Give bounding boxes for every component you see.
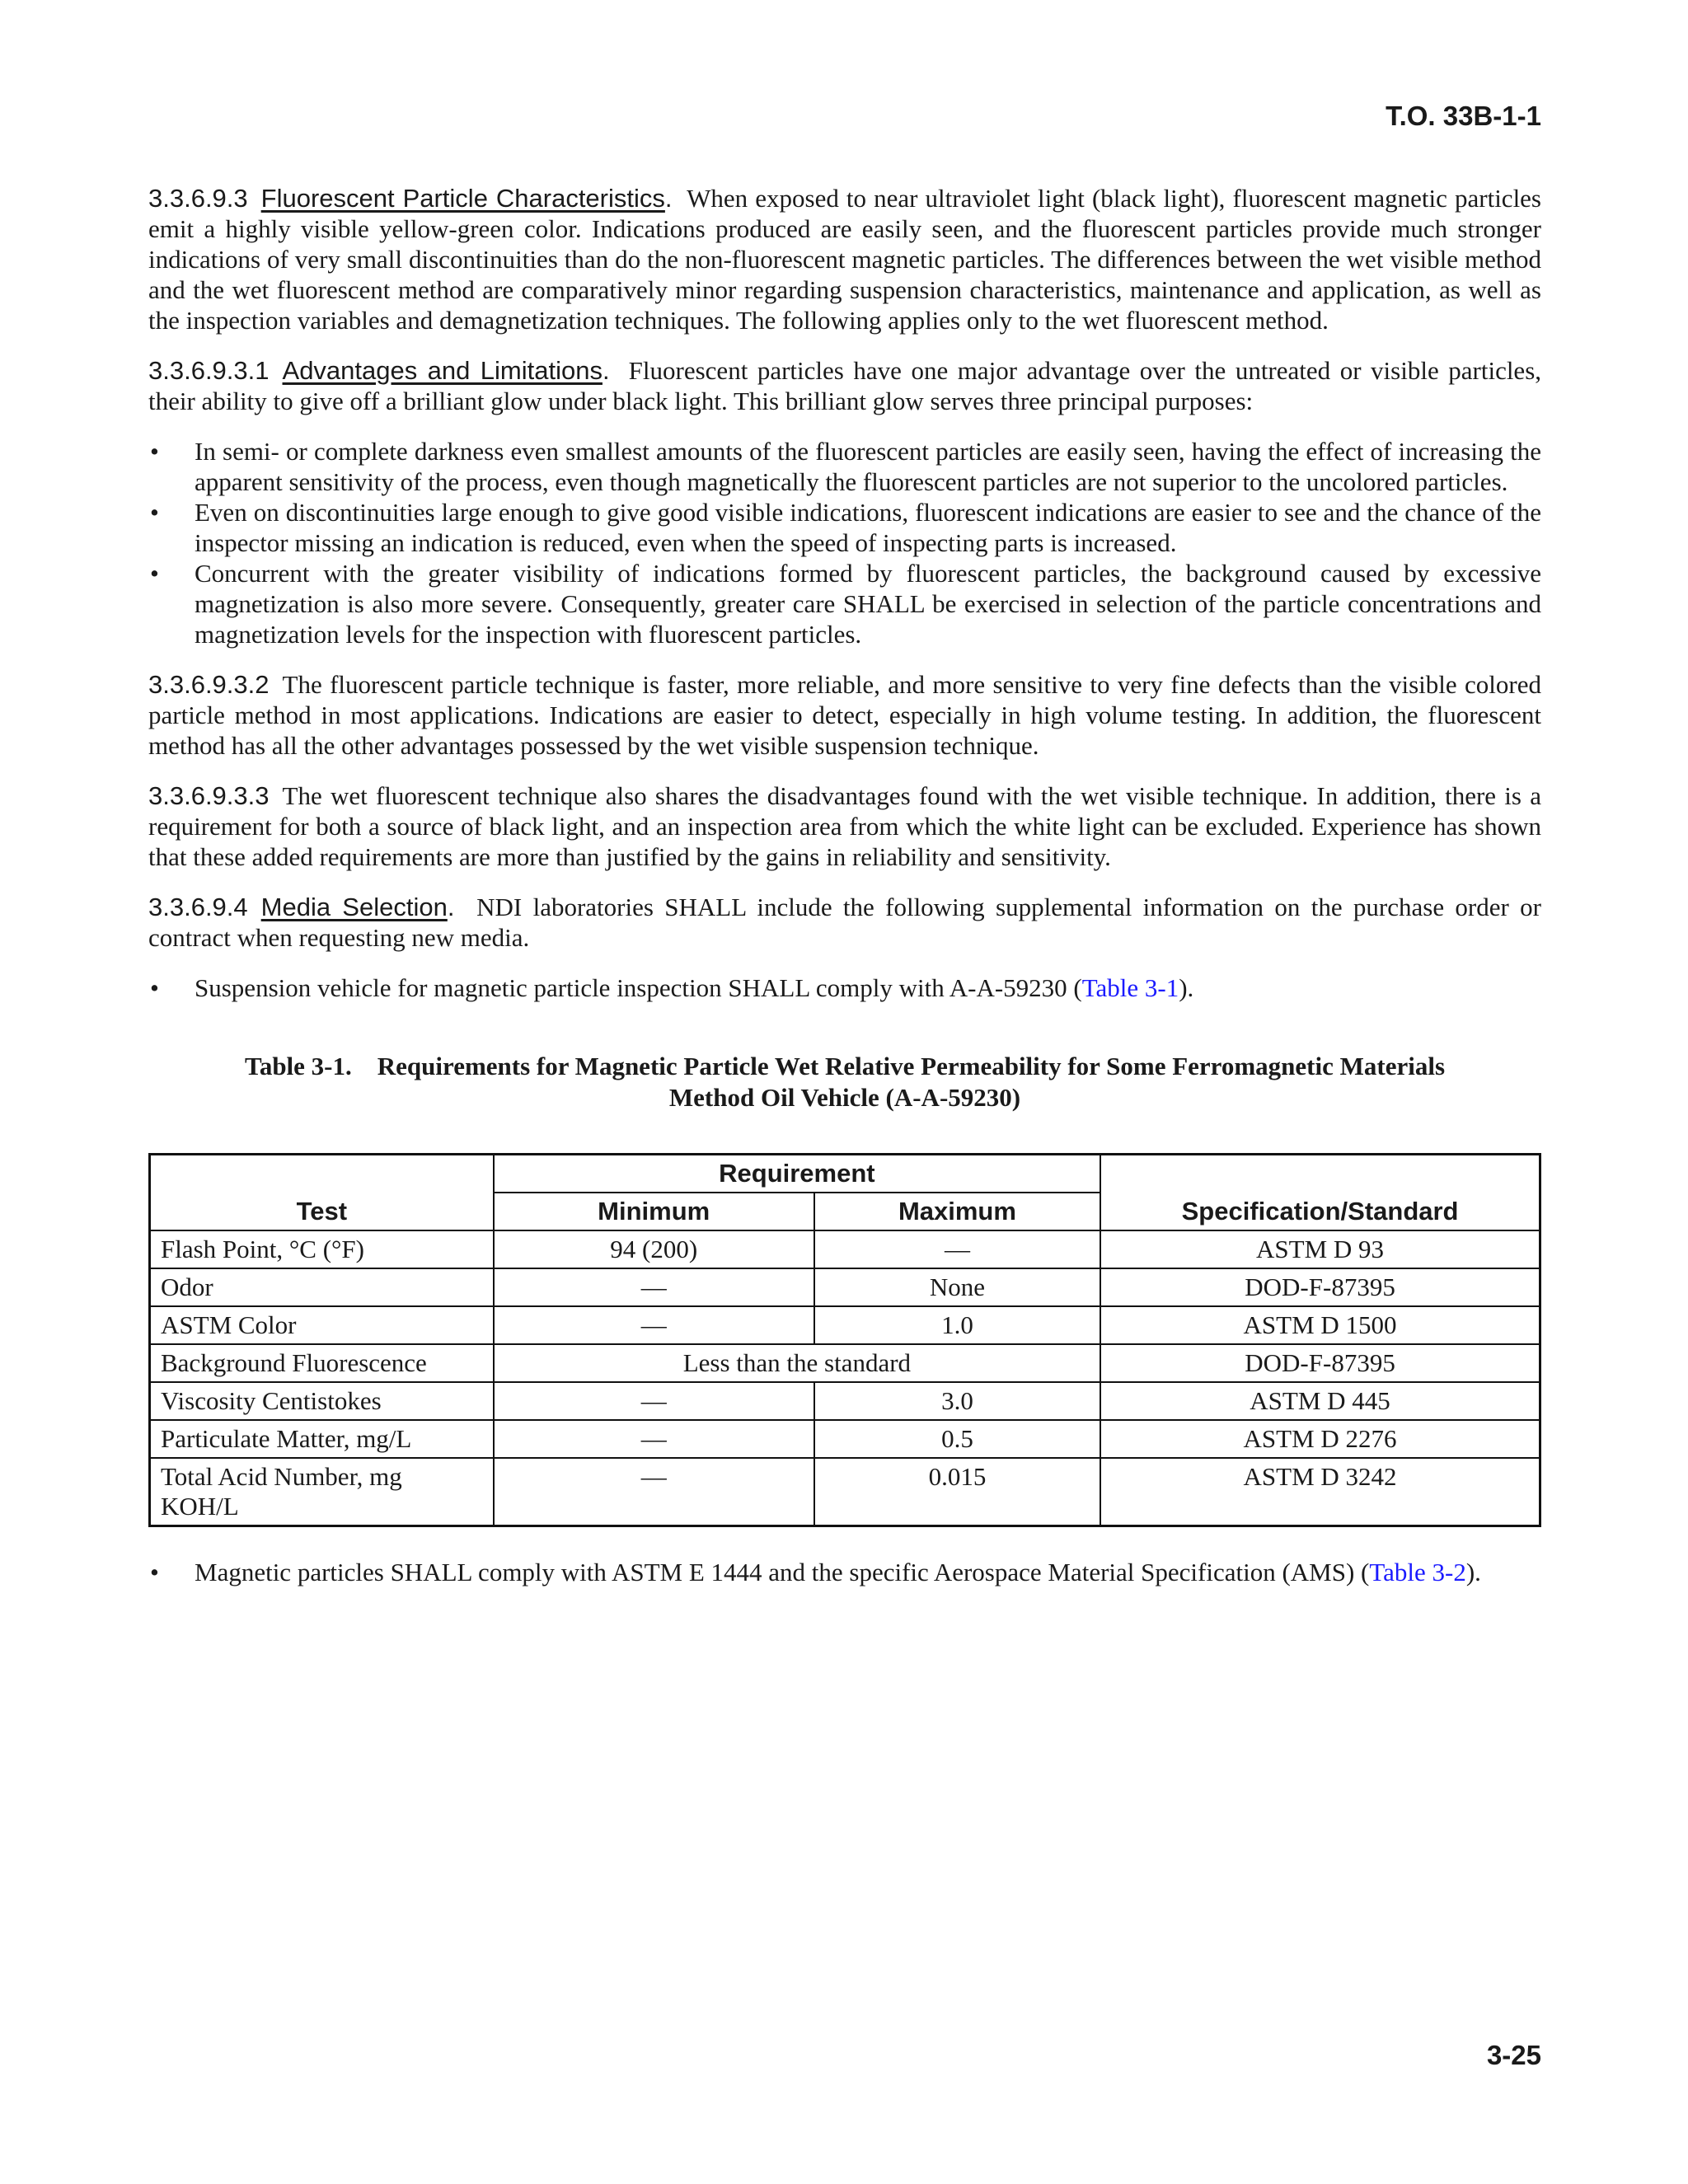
particles-list [148,1557,1541,1587]
table-row [150,1420,1540,1458]
cell-test: Viscosity Centistokes [150,1382,494,1420]
cell-min: — [494,1306,814,1344]
section-number: 3.3.6.9.3.2 [148,670,270,699]
section-3-3-6-9-3-1: 3.3.6.9.3.1 Advantages and Limitations. Fluorescent particles have one major advantage over the untreated or visible particles, their ability to give off a brilliant glow under black light. This brilliant glow serves three principal purposes: [148,356,1542,415]
cell-spec: ASTM D 2276 [1100,1420,1540,1458]
column-header-requirement: Requirement [494,1155,1100,1193]
cell-max: 3.0 [814,1382,1100,1420]
section-number: 3.3.6.9.3.3 [148,781,270,810]
section-number: 3.3.6.9.3 [148,184,248,213]
section-heading: Fluorescent Particle Characteristics [260,184,665,213]
table-row [150,1268,1540,1306]
list-item-text: Suspension vehicle for magnetic particle inspection SHALL comply with A-A-59230 ( [195,973,1082,1002]
cell-test: Odor [150,1268,494,1306]
list-item: • In semi- or complete darkness even smallest amounts of the fluorescent particles are easily seen, having the effect of increasing the apparent sensitivity of the process, even though magnetically the fluorescent particles are not superior to the uncolored particles. [148,436,1541,497]
cell-test: ASTM Color [150,1306,494,1344]
table-row [150,1306,1540,1344]
table-title-line-1: Table 3-1. Requirements for Magnetic Particle Wet Relative Permeability for Some Ferromagnetic Materials [244,1052,1446,1080]
section-body: When exposed to near ultraviolet light (black light), fluorescent magnetic particles emit a highly visible yellow-green color. Indications produced are easily seen, and the fluorescent particles provide much stronger indications of very small discontinuities than do the non-fluorescent magnetic particles. The differences between the wet visible method and the wet fluorescent method are comparatively minor regarding suspension characteristics, maintenance and application, as well as the inspection variables and demagnetization techniques. The following applies only to the wet fluorescent method. [148,184,1541,335]
column-header-spec: Specification/Standard [1100,1155,1540,1231]
cell-spec: DOD-F-87395 [1100,1268,1540,1306]
table-row [150,1382,1540,1420]
list-item-text: Magnetic particles SHALL comply with ASTM E 1444 and the specific Aerospace Material Specification (AMS) ( [195,1558,1370,1586]
cell-min: — [494,1382,814,1420]
list-item-end: ). [1179,973,1194,1002]
purposes-list [148,436,1541,649]
cell-spec: ASTM D 1500 [1100,1306,1540,1344]
column-header-test: Test [150,1155,494,1231]
section-3-3-6-9-3-3 [148,780,1541,872]
table-row [150,1230,1540,1268]
cell-spec: DOD-F-87395 [1100,1344,1540,1382]
column-header-minimum: Minimum [494,1193,814,1230]
cell-min: 94 (200) [494,1230,814,1268]
cell-max: — [814,1230,1100,1268]
cell-min: — [494,1420,814,1458]
requirements-table [148,1153,1541,1527]
table-3-1-link[interactable]: Table 3-1 [1081,973,1179,1002]
section-number: 3.3.6.9.4 [148,893,248,921]
section-heading: Media Selection [260,893,448,921]
section-body: NDI laboratories SHALL include the following supplemental information on the purchase order or contract when requesting new media. [148,893,1541,952]
cell-spec: ASTM D 3242 [1100,1458,1540,1526]
table-title-line-2: Method Oil Vehicle (A-A-59230) [668,1083,1021,1112]
cell-test: Background Fluorescence [150,1344,494,1382]
cell-min: — [494,1268,814,1306]
cell-min: — [494,1458,814,1526]
page-content [148,183,1541,1607]
section-body: The fluorescent particle technique is faster, more reliable, and more sensitive to very fine defects than the visible colored particle method in most applications. Indications are easier to detect, especially in high volume testing. In addition, the fluorescent method has all the other advantages possessed by the wet visible suspension technique. [148,670,1541,760]
cell-max: None [814,1268,1100,1306]
list-item: • Even on discontinuities large enough to give good visible indications, fluorescent indications are easier to see and the chance of the inspector missing an indication is reduced, even when the speed of inspecting parts is increased. [148,497,1541,558]
table-row [150,1344,1540,1382]
cell-requirement-merged: Less than the standard [494,1344,1100,1382]
section-body: Fluorescent particles have one major advantage over the untreated or visible particles, their ability to give off a brilliant glow under black light. This brilliant glow serves three principal purposes: [148,356,1542,415]
cell-max: 0.5 [814,1420,1100,1458]
table-title [148,1051,1541,1113]
section-number: 3.3.6.9.3.1 [148,356,270,385]
cell-max: 1.0 [814,1306,1100,1344]
document-id: T.O. 33B-1-1 [1386,101,1541,131]
section-body: The wet fluorescent technique also shares the disadvantages found with the wet visible technique. In addition, there is a requirement for both a source of black light, and an inspection area from which the white light can be excluded. Experience has shown that these added requirements are more than justified by the gains in reliability and sensitivity. [148,781,1541,871]
cell-spec: ASTM D 93 [1100,1230,1540,1268]
list-item: • Concurrent with the greater visibility of indications formed by fluorescent particles, the background caused by excessive magnetization is also more severe. Consequently, greater care SHALL be exercised in selection of the particle concentrations and magnetization levels for the inspection with fluorescent particles. [148,558,1541,649]
list-item [148,1557,1541,1587]
table-3-2-link[interactable]: Table 3-2 [1369,1558,1466,1586]
table-row [150,1458,1540,1526]
page-number: 3-25 [1486,2040,1541,2070]
section-3-3-6-9-3-2 [148,669,1541,761]
cell-test: Particulate Matter, mg/L [150,1420,494,1458]
section-3-3-6-9-4: 3.3.6.9.4 Media Selection. NDI laboratories SHALL include the following supplemental information on the purchase order or contract when requesting new media. [148,893,1541,952]
cell-max: 0.015 [814,1458,1100,1526]
media-list [148,972,1541,1003]
section-heading: Advantages and Limitations [282,356,603,385]
cell-test: Total Acid Number, mg KOH/L [150,1458,494,1526]
column-header-maximum: Maximum [814,1193,1100,1230]
cell-spec: ASTM D 445 [1100,1382,1540,1420]
section-3-3-6-9-3: 3.3.6.9.3 Fluorescent Particle Characteristics. When exposed to near ultraviolet light (black light), fluorescent magnetic particles emit a highly visible yellow-green color. Indications produced are easily seen, and the fluorescent particles provide much stronger indications of very small discontinuities than do the non-fluorescent magnetic particles. The differences between the wet visible method and the wet fluorescent method are comparatively minor regarding suspension characteristics, maintenance and application, as well as the inspection variables and demagnetization techniques. The following applies only to the wet fluorescent method. [148,184,1541,335]
list-item [148,972,1541,1003]
list-item-end: ). [1465,1558,1481,1586]
cell-test: Flash Point, °C (°F) [150,1230,494,1268]
